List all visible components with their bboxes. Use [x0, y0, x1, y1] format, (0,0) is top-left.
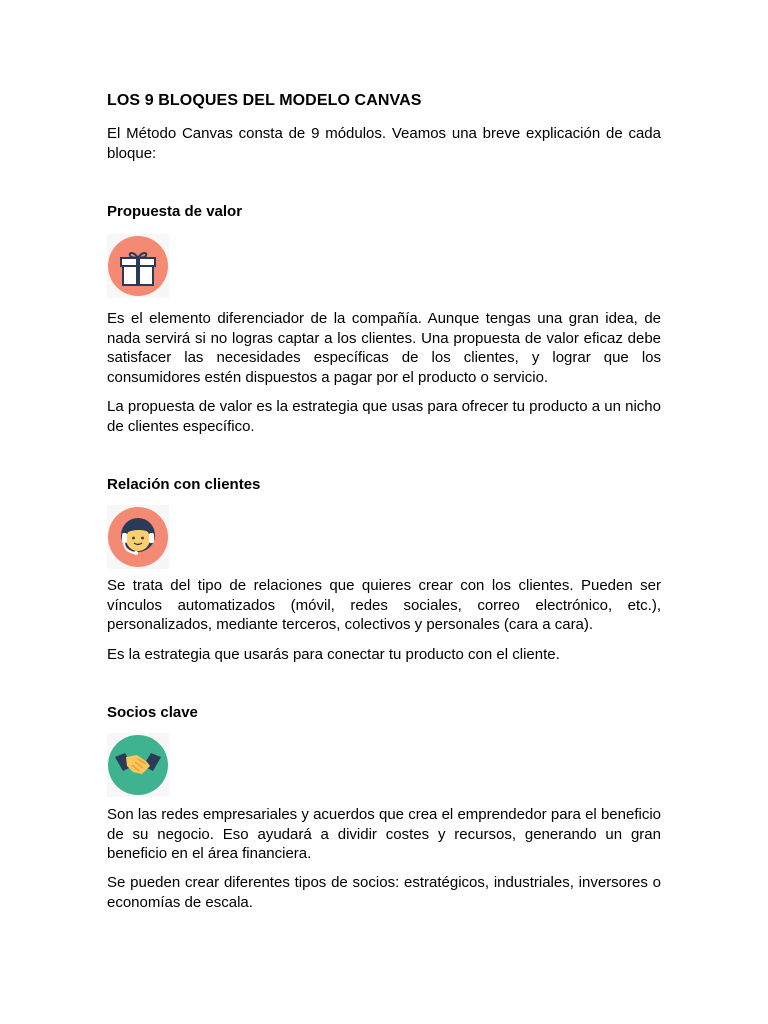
- section-heading-socios-clave: Socios clave: [107, 704, 198, 721]
- page-title: LOS 9 BLOQUES DEL MODELO CANVAS: [107, 92, 422, 109]
- section-paragraph: Se pueden crear diferentes tipos de socios: estratégicos, industriales, inversores o economías de escala.: [107, 874, 661, 911]
- section-paragraph: Es la estrategia que usarás para conectar tu producto con el cliente.: [107, 646, 560, 663]
- section-paragraph: Es el elemento diferenciador de la compañía. Aunque tengas una gran idea, de nada servirá si no logras captar a los clientes. Una propuesta de valor eficaz debe satisfacer las necesidades específicas de los clientes, y lograr que los consumidores estén dispuestos a pagar por el producto o servicio.: [107, 310, 661, 386]
- customer-support-icon: [107, 505, 169, 569]
- section-paragraph: Son las redes empresariales y acuerdos que crea el emprendedor para el beneficio de su negocio. Eso ayudará a dividir costes y recursos, generando un gran beneficio en el área financiera.: [107, 806, 661, 862]
- handshake-icon: [107, 733, 169, 797]
- section-heading-propuesta-de-valor: Propuesta de valor: [107, 203, 243, 220]
- section-heading-relacion-con-clientes: Relación con clientes: [107, 476, 261, 493]
- section-paragraph: La propuesta de valor es la estrategia que usas para ofrecer tu producto a un nicho de clientes específico.: [107, 398, 661, 435]
- section-paragraph: Se trata del tipo de relaciones que quieres crear con los clientes. Pueden ser vínculos automatizados (móvil, redes sociales, correo electrónico, etc.), personalizados, mediante terceros, colectivos y personales (cara a cara).: [107, 577, 661, 633]
- intro-text: El Método Canvas consta de 9 módulos. Veamos una breve explicación de cada bloque:: [107, 125, 661, 162]
- gift-icon: [107, 234, 169, 298]
